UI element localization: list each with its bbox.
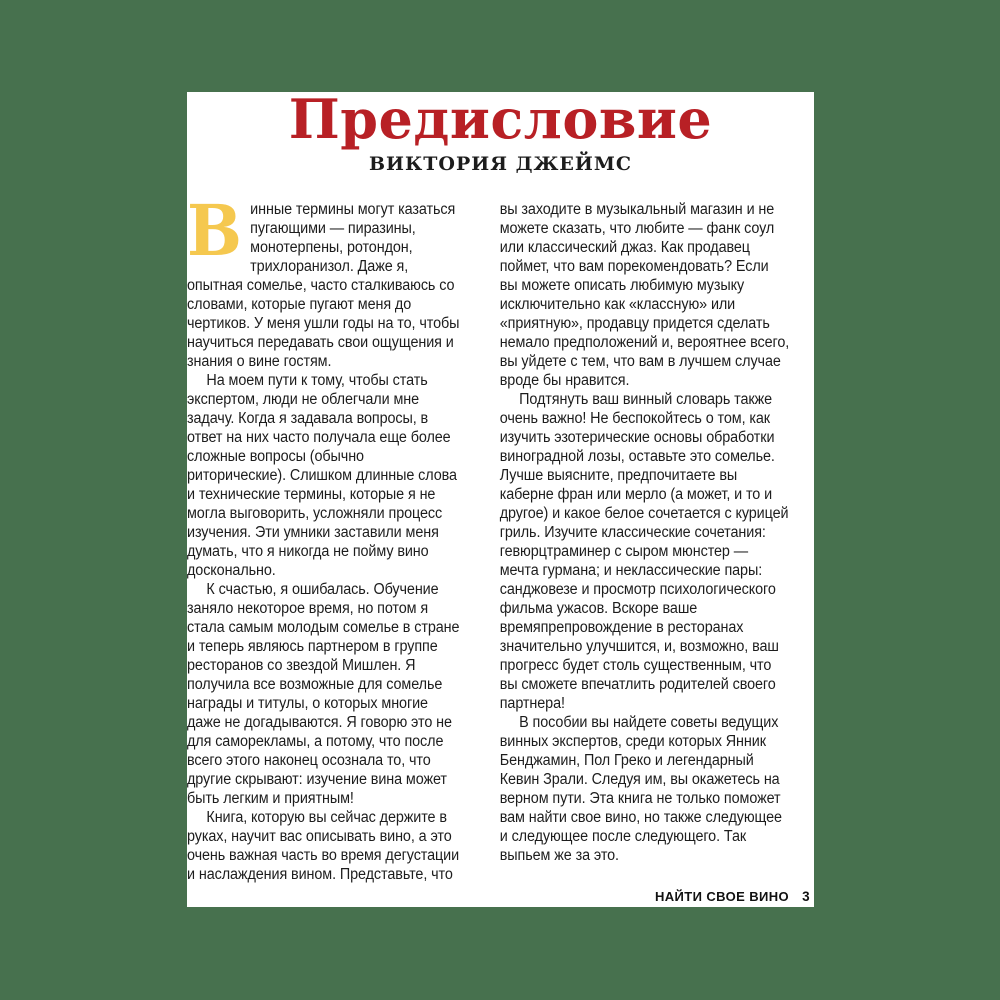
page-number: 3 xyxy=(802,889,810,904)
paragraph: Книга, которую вы сейчас держите в руках, научит вас описывать вино, а это очень важная часть во время дегустации и наслаждения вином. Представьте, что xyxy=(187,809,460,883)
paragraph-text: инные термины могут казаться пугающими — пиразины, монотерпены, ротондон, трихлоранизол. Даже я, опытная сомелье, часто сталкиваюсь со словами, которые пугают меня до чертиков. У меня ушли годы на то, чтобы научиться передавать свои ощущения и знания о вине гостям. xyxy=(187,201,460,370)
author-byline: ВИКТОРИЯ ДЖЕЙМС xyxy=(368,153,632,175)
paragraph xyxy=(187,189,460,371)
right-column xyxy=(500,200,790,884)
text-columns xyxy=(187,189,814,884)
left-column xyxy=(187,189,460,884)
paragraph: На моем пути к тому, чтобы стать экспертом, люди не облегчали мне задачу. Когда я задавала вопросы, в ответ на них часто получала еще более сложные вопросы (обычно риторические). Слишком длинные слова и технические термины, которые я не могла выговорить, усложняли процесс изучения. Эти умники заставили меня думать, что я никогда не пойму вино досконально. xyxy=(187,372,457,579)
running-footer xyxy=(655,889,810,904)
footer-book-title: НАЙТИ СВОЕ ВИНО xyxy=(654,889,790,904)
paragraph: К счастью, я ошибалась. Обучение заняло некоторое время, но потом я стала самым молодым сомелье в стране и теперь являюсь партнером в группе ресторанов со звездой Мишлен. Я получила все возможные для сомелье награды и титулы, о которых многие даже не догадываются. Я говорю это не для саморекламы, а потому, что после всего этого наконец осознала то, что другие скрывают: изучение вина может быть легким и приятным! xyxy=(187,581,460,807)
paragraph: Подтянуть ваш винный словарь также очень важно! Не беспокойтесь о том, как изучить эзотерические основы обработки виноградной лозы, оставьте это сомелье. Лучше выясните, предпочитаете вы каберне фран или мерло (а может, и то и другое) и какое белое сочетается с курицей гриль. Изучите классические сочетания: гевюрцтраминер с сыром мюнстер — мечта гурмана; и неклассические пары: санджовезе и просмотр психологического фильма ужасов. Вскоре ваше времяпрепровождение в ресторанах значительно улучшится, и, возможно, ваш прогресс будет столь существенным, что вы сможете впечатлить родителей своего партнера! xyxy=(499,391,789,712)
paragraph: вы заходите в музыкальный магазин и не можете сказать, что любите — фанк соул или классический джаз. Как продавец поймет, что вам порекомендовать? Если вы можете описать любимую музыку исключительно как «классную» или «приятную», продавцу придется сделать немало предположений и, вероятнее всего, вы уйдете с тем, что вам в лучшем случае вроде бы нравится. xyxy=(499,201,790,389)
page-title: Предисловие xyxy=(288,87,713,151)
drop-cap: В xyxy=(187,189,242,272)
paragraph: В пособии вы найдете советы ведущих винных экспертов, среди которых Янник Бенджамин, Пол Греко и легендарный Кевин Зрали. Следуя им, вы окажетесь на верном пути. Эта книга не только поможет вам найти свое вино, но также следующее и следующее после следующего. Так выпьем же за это. xyxy=(499,714,782,864)
book-page xyxy=(187,87,814,907)
